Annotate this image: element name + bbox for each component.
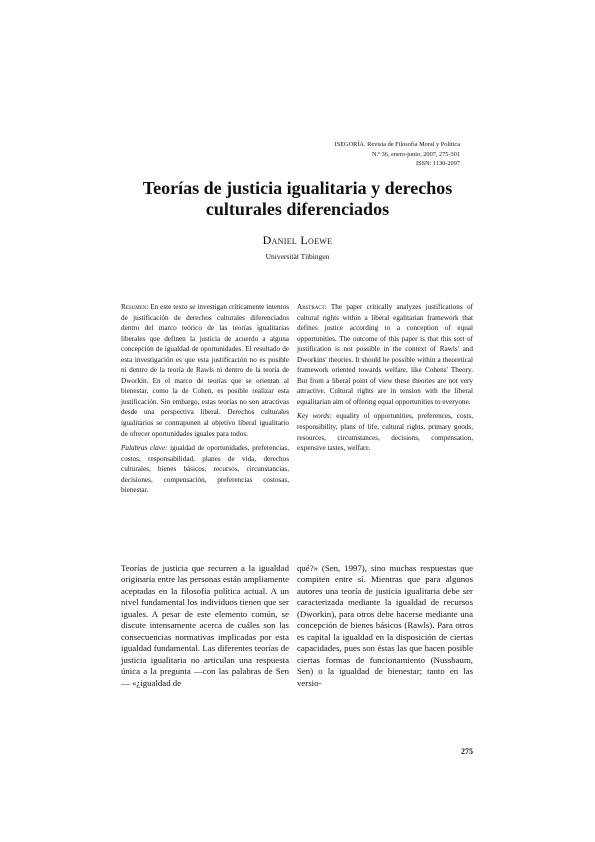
- journal-name: ISEGORÍA. Revista de Filosofía Moral y Política: [334, 141, 460, 148]
- article-title-line-1: Teorías de justicia igualitaria y derechos: [142, 178, 453, 198]
- abstract-spanish: [121, 302, 289, 496]
- keywords-english: [297, 411, 473, 453]
- keywords-spanish-label: Palabras clave:: [121, 444, 168, 453]
- journal-issue: N.º 36, enero-junio, 2007, 275-301: [372, 150, 460, 158]
- abstract-spanish-label: Resumen:: [121, 303, 149, 311]
- journal-header: [335, 140, 460, 169]
- keywords-english-label: Key words:: [297, 412, 333, 421]
- abstract-english: [297, 302, 473, 454]
- abstract-english-paragraph: [297, 302, 473, 407]
- abstract-spanish-text: En este texto se investigan críticamente intentos de justificación de derechos culturales diferenciados dentro del marco teórico de las teorías igualitarias liberales que definen la justicia de acuerdo a alguna concepción de igualdad de oportunidades. El resultado de esta investigación es que esta justificación no es posible ni dentro de la teoría de Rawls ni dentro de la teoría de Dworkin. En el marco de teorías que se orientan al bienestar, como la de Cohen, es posible realizar esta justificación. Sin embargo, estas teorías no son atractivas desde una perspectiva liberal. Derechos culturales igualitarios se contraponen al objetivo liberal igualitario de ofrecer oportunidades iguales para todos.: [121, 303, 289, 438]
- body-column-right: qué?» (Sen, 1997), sino muchas respuestas que compiten entre sí. Mientras que para algunos autores una teoría de justicia igualitaria debe ser caracterizada mediante la igualdad de recursos (Dworkin), para otros debe hacerse mediante una concepción de bienes básicos (Rawls). Para otros es capital la igualdad en la disposición de ciertas capacidades, pues son éstas las que hacen posible ciertas formas de funcionamiento (Nussbaum, Sen) o la igualdad de bienestar; tanto en las versio-: [297, 563, 473, 688]
- abstract-spanish-paragraph: [121, 302, 289, 439]
- author-name: Daniel Loewe: [262, 233, 333, 247]
- keywords-spanish-text: igualdad de oportunidades, preferencias, costos, responsabilidad, planes de vida, derechos culturales, bienes básicos, recursos, circunstancias, decisiones, compensación, preferencias costosas, bienestar.: [121, 444, 289, 495]
- page-number: 275: [461, 747, 473, 756]
- author-affiliation: Universität Tübingen: [265, 252, 330, 261]
- abstract-english-label: Abstract:: [297, 303, 327, 311]
- keywords-english-text: equality of opportunities, preferences, costs, responsibility, plans of life, cultural rights, primary goods, resources, circumstances, decisions, compensation, expensive tastes, welfare.: [297, 412, 474, 453]
- article-title-line-2: culturales diferenciados: [205, 199, 390, 219]
- keywords-spanish: [121, 443, 289, 496]
- article-title: [0, 178, 595, 220]
- title-block: [0, 178, 595, 261]
- body-column-left: Teorías de justicia que recurren a la igualdad originaria entre las personas están ampliamente aceptadas en la filosofía política actual. A un nivel fundamental los individuos tienen que ser iguales. A pesar de este elemento común, se discute intensamente acerca de cuáles son las consecuencias normativas implicadas por esta igualdad fundamental. Las diferentes teorías de justicia igualitaria no articulan una respuesta única a la pregunta —con las palabras de Sen— «¿igualdad de: [121, 563, 289, 688]
- abstract-english-text: The paper critically analyzes justifications of cultural rights within a liberal egalitarian framework that defines justice according to a conception of equal opportunities. The outcome of this paper is that this sort of justification is not possible in the context of Rawls' and Dworkins' theories. It should be possible within a theoretical framework oriented towards welfare, like Cohens' Theory. But from a liberal point of view these theories are not very attractive. Cultural rights are in tension with the liberal equalitarian aim of offering equal opportunities to everyone.: [297, 303, 473, 406]
- journal-issn: ISSN: 1130-2097: [415, 160, 460, 167]
